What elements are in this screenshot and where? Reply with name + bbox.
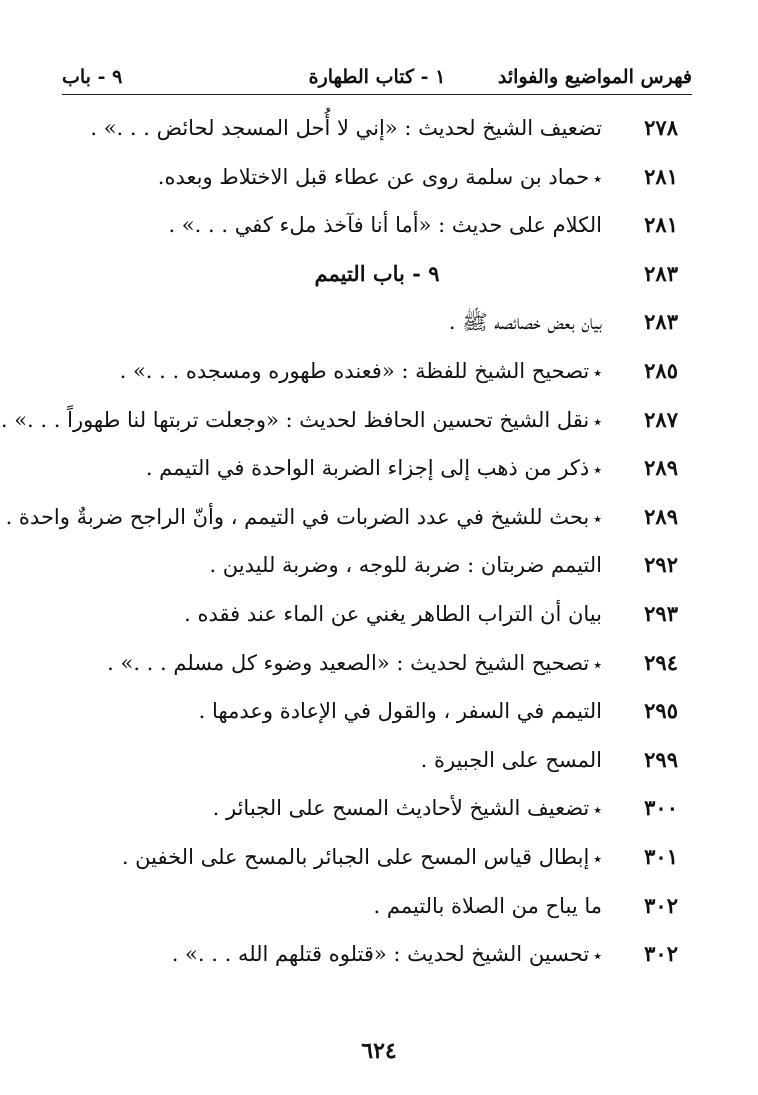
star-bullet-icon: ٭ [593,508,602,528]
entry-page-ref: ٢٨٥ [644,357,678,383]
star-bullet-icon: ٭ [593,460,602,480]
entry-text [62,833,602,884]
index-entry [62,298,692,347]
entry-text [62,541,602,590]
star-bullet-icon: ٭ [593,654,602,674]
entry-text [5,493,602,544]
header-index-title: فهرس المواضيع والفوائد [497,66,692,88]
entry-text [62,104,602,153]
entry-label: إبطال قياس المسح على الجبائر بالمسح على الخفين . [121,844,590,869]
entry-label: تضعيف الشيخ لأحاديث المسح على الجبائر . [212,796,590,821]
index-entry [62,639,692,688]
entry-page-ref: ٢٨٣ [644,260,678,286]
entry-page-ref: ٢٨٩ [644,455,678,481]
index-entry [62,104,692,153]
entry-label: التيمم في السفر ، والقول في الإعادة وعدمها . [198,699,602,724]
entry-label: بحث للشيخ في عدد الضربات في التيمم ، وأنّ الراجح ضربةٌ واحدة . [5,504,590,529]
index-entry [62,930,692,979]
entry-page-ref: ٢٨٣ [644,309,678,335]
entry-label: بيان بعض خصائصه ﷺ . [448,310,602,335]
entry-page-ref: ٢٩٩ [644,746,678,772]
entry-label: تضعيف الشيخ لحديث : «إني لا أُحل المسجد لحائض . . .» . [90,116,602,140]
entry-text [62,201,602,250]
entry-page-ref: ٢٩٤ [644,649,678,675]
entry-text [62,590,602,639]
entry-label: حماد بن سلمة روى عن عطاء قبل الاختلاط وبعده. [157,164,590,189]
page-number: ٦٢٤ [361,1038,397,1064]
entry-text [62,639,602,690]
entry-text [62,298,602,347]
entry-label: بيان أن التراب الطاهر يغني عن الماء عند فقده . [184,601,602,626]
star-bullet-icon: ٭ [593,362,602,382]
entry-text [62,687,602,736]
entry-text [62,784,602,835]
index-entry [62,153,692,202]
entry-text [62,930,602,981]
index-entries [0,104,692,979]
entry-label: ما يباح من الصلاة بالتيمم . [373,893,602,918]
entry-label: المسح على الجبيرة . [420,747,602,772]
entry-label: تصحيح الشيخ لحديث : «الصعيد وضوء كل مسلم . . .» . [107,650,590,675]
index-entry [62,882,692,931]
entry-text [62,736,602,785]
index-entry [0,396,692,445]
entry-label: ٩ - باب التيمم [314,260,440,286]
entry-text [62,250,692,299]
entry-page-ref: ٣٠٢ [644,941,678,967]
entry-label: تصحيح الشيخ للفظة : «فعنده طهوره ومسجده . . .» . [119,358,590,383]
entry-label: التيمم ضربتان : ضربة للوجه ، وضربة لليدين . [209,553,602,578]
entry-page-ref: ٢٧٨ [644,115,678,140]
star-bullet-icon: ٭ [593,411,602,431]
index-entry [62,784,692,833]
entry-page-ref: ٢٨٧ [644,406,678,432]
running-header [62,62,692,92]
index-entry [62,833,692,882]
header-chapter-title: ٩ - باب [62,66,123,88]
entry-page-ref: ٣٠٠ [644,795,678,821]
entry-page-ref: ٣٠١ [644,843,678,869]
entry-text [62,347,602,398]
index-entry [62,590,692,639]
entry-text [62,153,602,204]
index-entry [62,736,692,785]
entry-text [62,444,602,495]
entry-page-ref: ٢٩٣ [644,600,678,626]
entry-page-ref: ٢٩٥ [644,698,678,724]
index-entry [62,347,692,396]
header-divider [62,94,692,95]
index-entry [5,493,692,542]
star-bullet-icon: ٭ [593,848,602,868]
entry-page-ref: ٢٩٢ [644,552,678,578]
index-entry [62,444,692,493]
entry-page-ref: ٢٨٩ [644,503,678,529]
index-entry [62,201,692,250]
section-heading [62,250,692,299]
entry-label: تحسين الشيخ لحديث : «قتلوه قتلهم الله . . .» . [171,942,590,967]
entry-text [0,396,602,447]
entry-label: نقل الشيخ تحسين الحافظ لحديث : «وجعلت تربتها لنا طهوراً . . .» . [0,407,590,432]
star-bullet-icon: ٭ [593,800,602,820]
star-bullet-icon: ٭ [593,168,602,188]
index-entry [62,541,692,590]
entry-page-ref: ٢٨١ [644,163,678,189]
index-entry [62,687,692,736]
header-book-title: ١ - كتاب الطهارة [308,66,446,88]
star-bullet-icon: ٭ [593,946,602,966]
entry-label: ذكر من ذهب إلى إجزاء الضربة الواحدة في التيمم . [145,456,590,481]
entry-page-ref: ٢٨١ [644,212,678,238]
entry-label: الكلام على حديث : «أما أنا فآخذ ملء كفي . . .» . [168,213,602,238]
entry-page-ref: ٣٠٢ [644,892,678,918]
entry-text [62,882,602,931]
